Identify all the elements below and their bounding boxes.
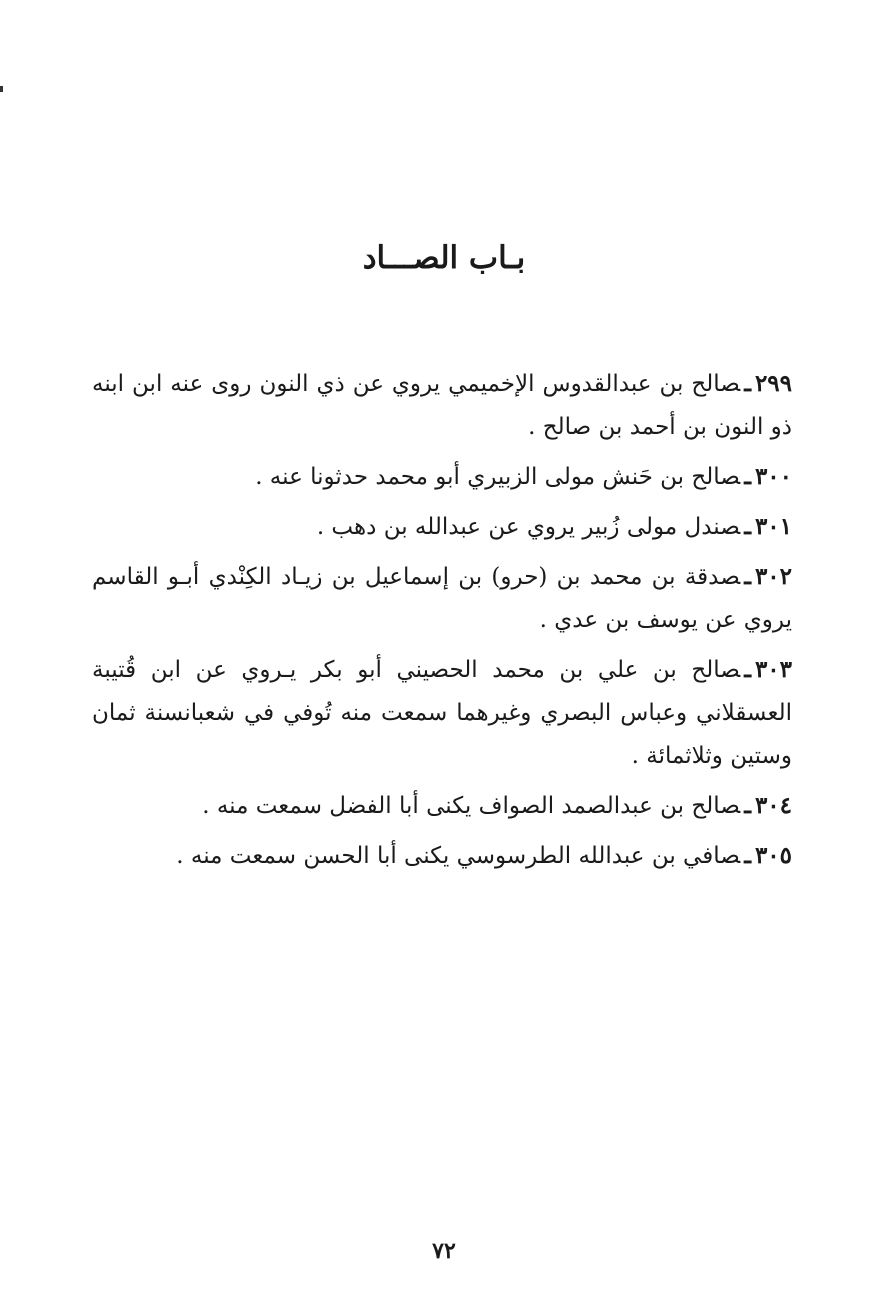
entry-text: صالح بن حَنش مولى الزبيري أبو محمد حدثونا عنه . — [255, 464, 741, 490]
entry-dash: ـ — [744, 563, 751, 590]
entry-dash: ـ — [744, 842, 751, 869]
entries-list — [92, 362, 792, 884]
entry-text: صالح بن عبدالقدوس الإخميمي يروي عن ذي النون روى عنه ابن ابنه ذو النون بن أحمد بن صالح . — [92, 371, 792, 440]
entry-text: صافي بن عبدالله الطرسوسي يكنى أبا الحسن سمعت منه . — [176, 843, 741, 869]
entry-dash: ـ — [744, 792, 751, 819]
entry-number: ٣٠٢ — [754, 563, 792, 590]
entry-dash: ـ — [744, 656, 751, 683]
entry-number: ٣٠٣ — [754, 656, 792, 683]
margin-mark — [0, 86, 3, 92]
entry-300 — [92, 455, 792, 499]
entry-text: صدقة بن محمد بن (حرو) بن إسماعيل بن زيـاد الكِنْدي أبـو القاسم يروي عن يوسف بن عدي . — [92, 564, 792, 633]
entry-dash: ـ — [744, 370, 751, 397]
page-number: ٧٢ — [432, 1238, 456, 1264]
entry-text: صالح بن علي بن محمد الحصيني أبو بكر يـروي عن ابن قُتيبة العسقلاني وعباس البصري وغيرهما سمعت منه تُوفي في شعبانسنة ثمان وستين وثلاثمائة . — [92, 657, 792, 769]
entry-303 — [92, 648, 792, 778]
entry-text: صالح بن عبدالصمد الصواف يكنى أبا الفضل سمعت منه . — [202, 793, 741, 819]
entry-304 — [92, 784, 792, 828]
entry-302 — [92, 555, 792, 642]
entry-number: ٣٠٤ — [754, 792, 792, 819]
entry-dash: ـ — [744, 463, 751, 490]
entry-number: ٣٠٠ — [754, 463, 792, 490]
entry-299 — [92, 362, 792, 449]
entry-305 — [92, 834, 792, 878]
entry-number: ٣٠٥ — [754, 842, 792, 869]
entry-number: ٢٩٩ — [754, 370, 792, 397]
entry-text: صندل مولى زُبير يروي عن عبدالله بن دهب . — [316, 514, 741, 540]
entry-number: ٣٠١ — [754, 513, 792, 540]
entry-301 — [92, 505, 792, 549]
chapter-title: بـاب الصـــاد — [362, 240, 526, 276]
entry-dash: ـ — [744, 513, 751, 540]
